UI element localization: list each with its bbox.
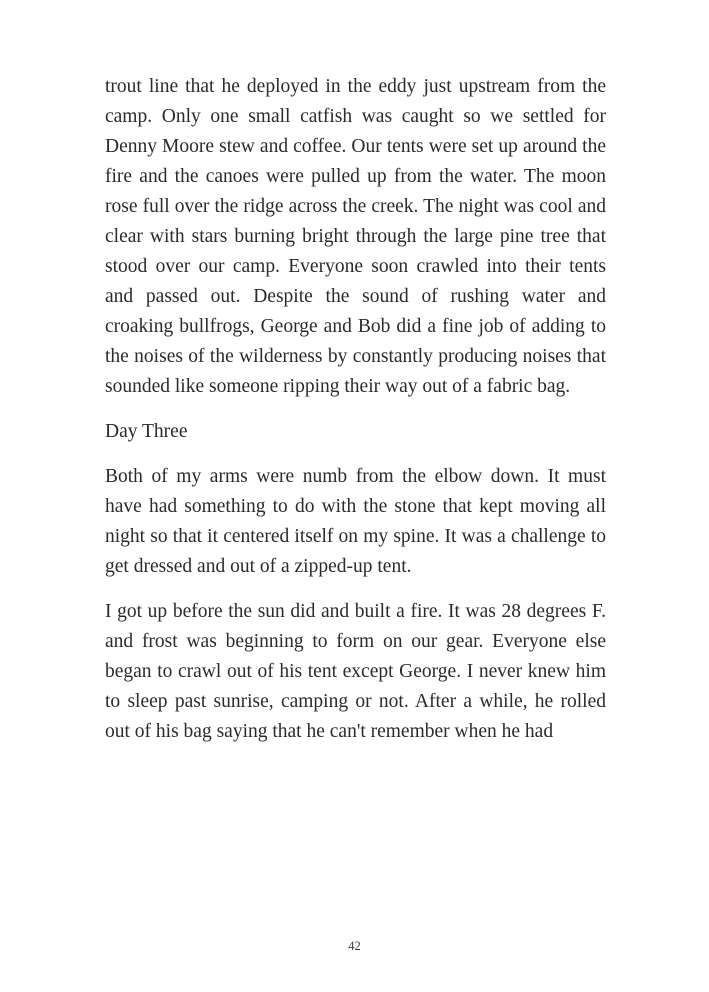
- section-heading: Day Three: [105, 421, 188, 442]
- paragraph: Both of my arms were numb from the elbow down. It must have had something to do with the stone that kept moving all night so that it centered itself on my spine. It was a challenge to get dressed and out of a zipped-up tent.: [105, 466, 606, 577]
- paragraph: trout line that he deployed in the eddy just upstream from the camp. Only one small catfish was caught so we settled for Denny Moore stew and coffee. Our tents were set up around the fire and the canoes were pulled up from the water. The moon rose full over the ridge across the creek. The night was cool and clear with stars burning bright through the large pine tree that stood over our camp. Everyone soon crawled into their tents and passed out. Despite the sound of rushing water and croaking bullfrogs, George and Bob did a fine job of adding to the noises of the wilderness by constantly producing noises that sounded like someone ripping their way out of a fabric bag.: [105, 76, 606, 397]
- paragraph: I got up before the sun did and built a fire. It was 28 degrees F. and frost was beginning to form on our gear. Everyone else began to crawl out of his tent except George. I never knew him to sleep past sunrise, camping or not. After a while, he rolled out of his bag saying that he can't remember when he had: [105, 601, 606, 742]
- page-number: 42: [348, 939, 361, 953]
- page-text-block: [105, 72, 606, 762]
